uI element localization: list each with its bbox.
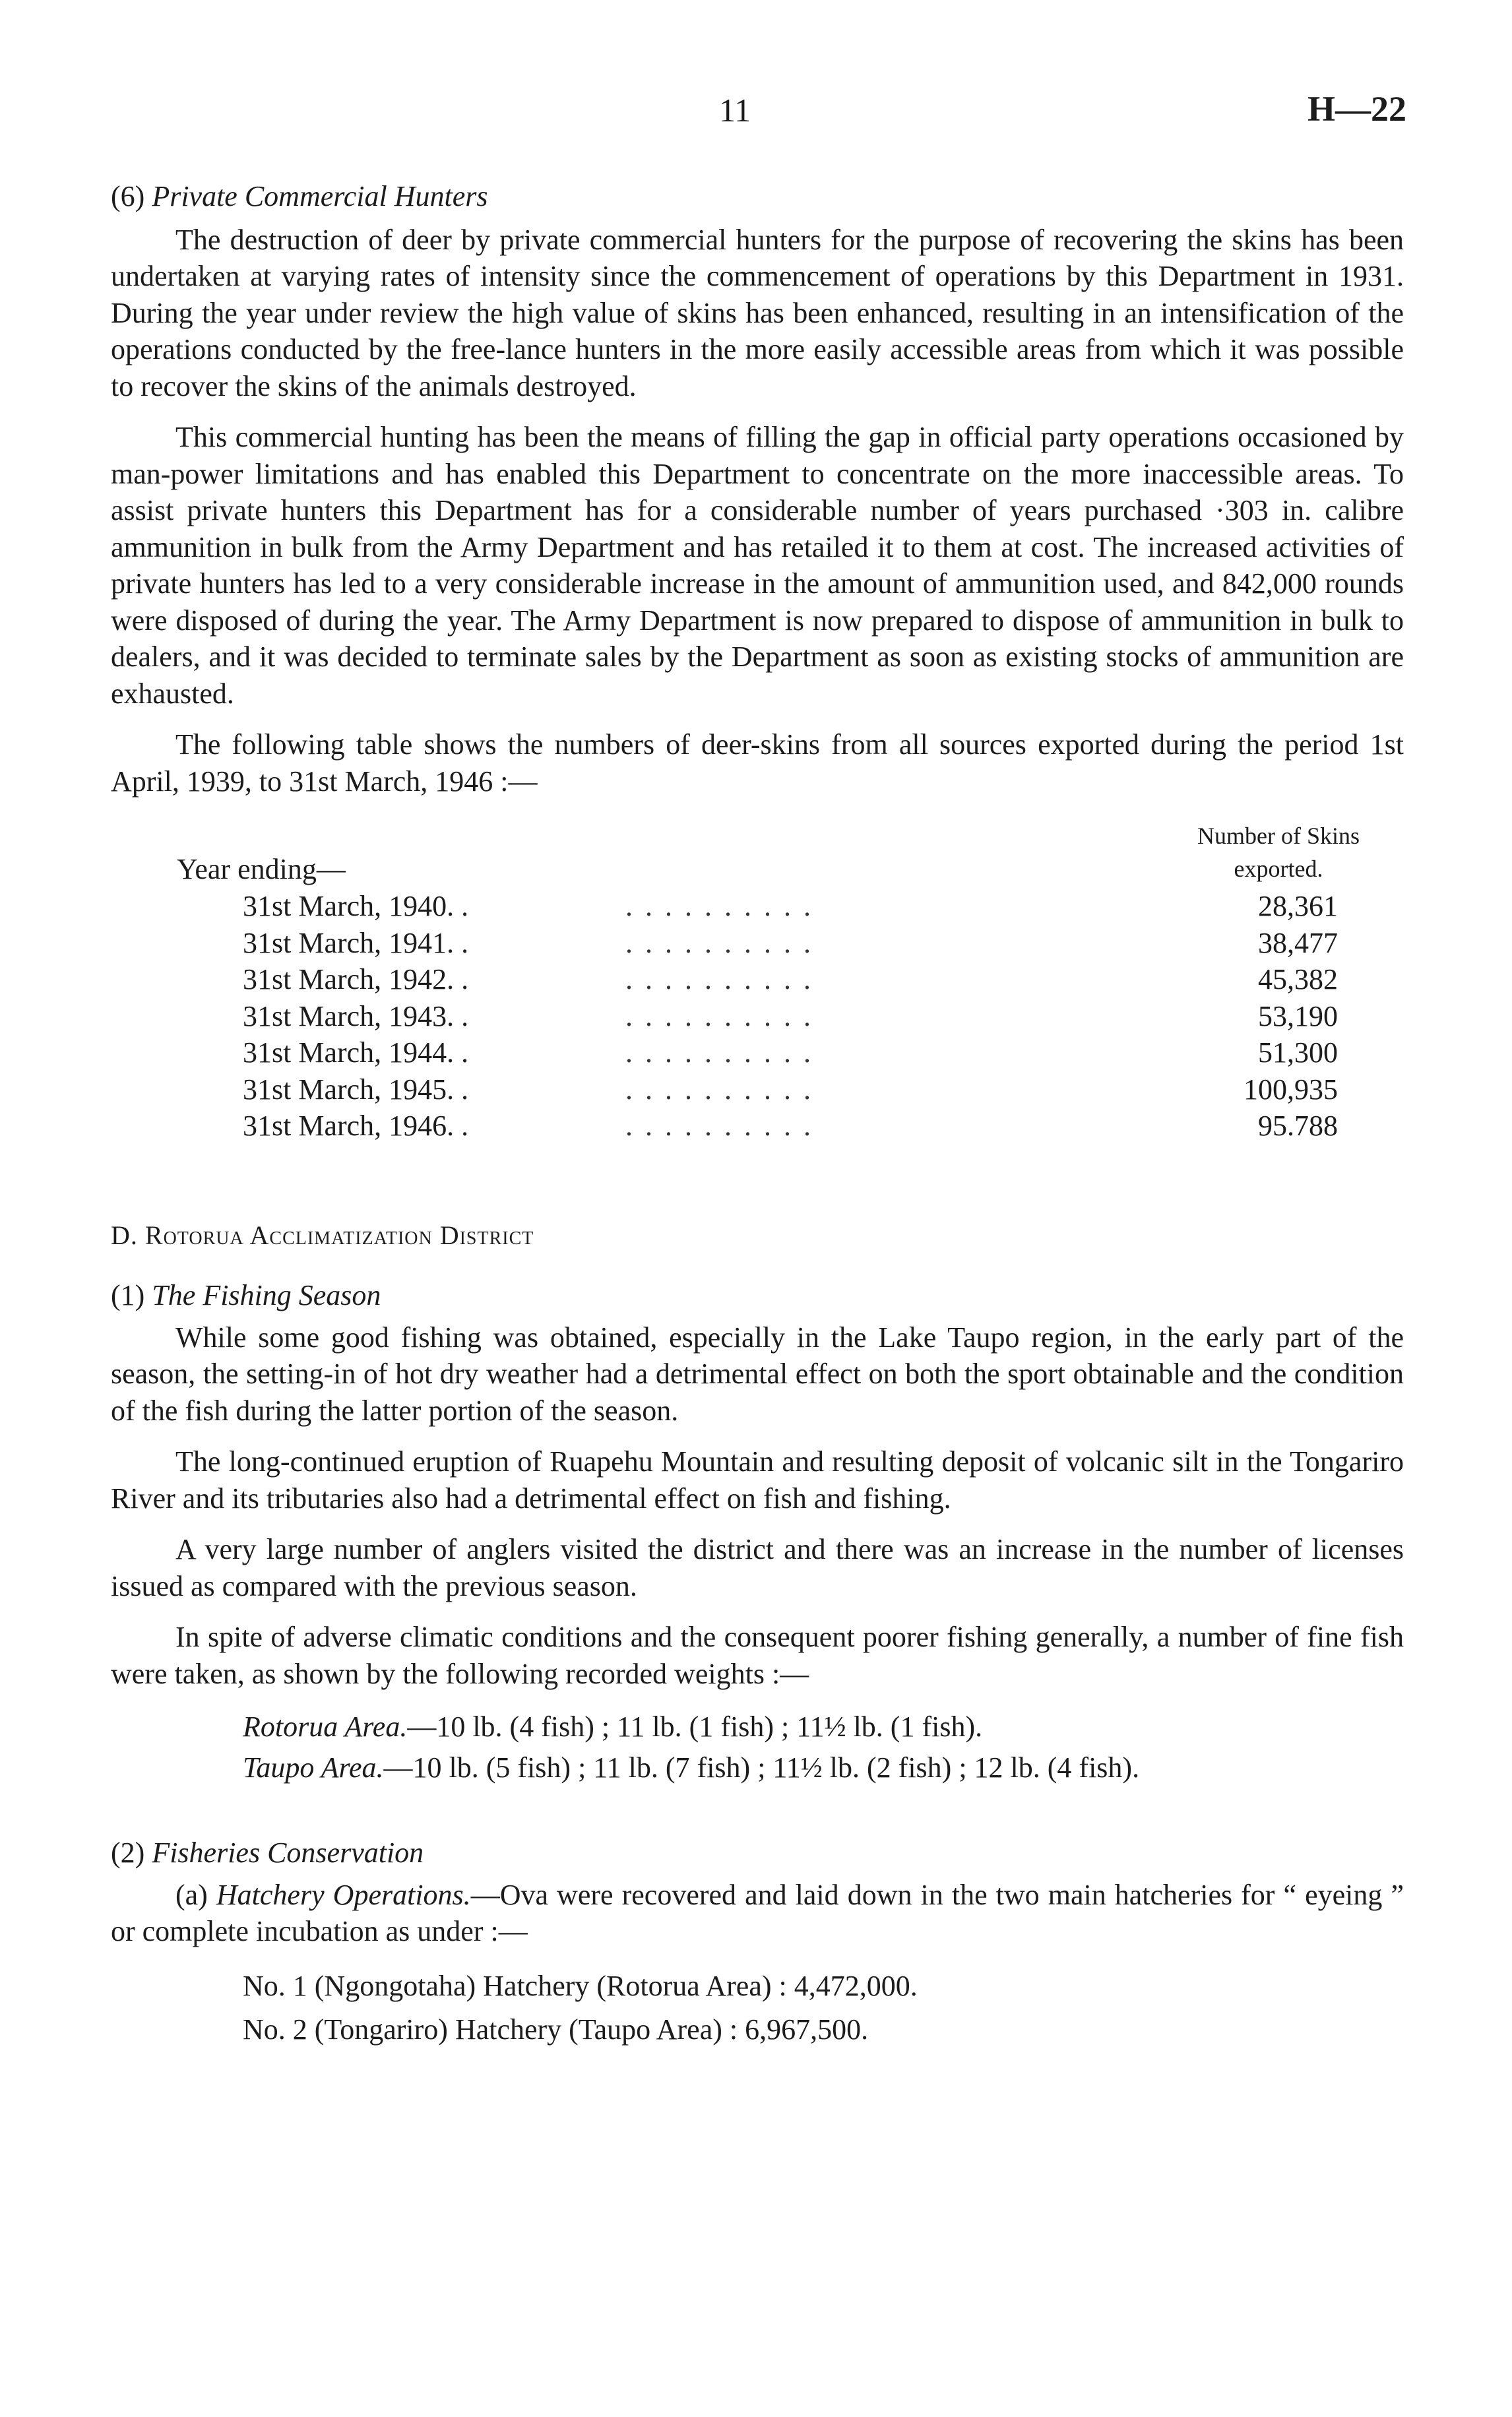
fishing-season-number: (1) (111, 1279, 145, 1311)
section-6-paragraph-2: This commercial hunting has been the means of filling the gap in official party operations occasioned by man-power limitations and has enabled this Department to concentrate on the more inaccessible areas. To assist private hunters this Department has for a considerable number of years purchased ·303 in. calibre ammunition in bulk from the Army Department and has retailed it to them at cost. The increased activities of private hunters has led to a very considerable increase in the amount of ammunition used, and 842,000 rounds were disposed of during the year. The Army Department is now prepared to dispose of ammunition in bulk to dealers, and it was decided to terminate sales by the Department as soon as existing stocks of ammunition are exhausted. (111, 421, 1404, 710)
row-count: 95.788 (1258, 1110, 1338, 1142)
fishing-paragraph-3: A very large number of anglers visited the district and there was an increase in the number of licenses issued as compared with the previous season. (111, 1533, 1404, 1602)
section-6-paragraph-1: The destruction of deer by private commercial hunters for the purpose of recovering the skins has been undertaken at varying rates of intensity since the commencement of operations by this Department in 1931. During the year under review the high value of skins has been enhanced, resulting in an intensification of the operations conducted by the free-lance hunters in the more easily accessible areas from which it was possible to recover the skins of the animals destroyed. (111, 223, 1404, 402)
section-d-heading (111, 1217, 1404, 1254)
row-year: 31st March, 1943. . (243, 999, 469, 1032)
table-row (111, 1108, 1404, 1145)
table-header (111, 814, 1404, 888)
rotorua-weights (243, 1707, 1404, 1747)
fisheries-conservation-title: Fisheries Conservation (152, 1836, 424, 1869)
row-count: 45,382 (1258, 963, 1338, 995)
section-d-title: Rotorua Acclimatization District (144, 1220, 534, 1250)
leader-dots: . . . . . . . . . . (625, 999, 813, 1032)
deer-skins-table (111, 814, 1404, 1145)
section-6-number: (6) (111, 180, 145, 212)
fishing-paragraph-4: In spite of adverse climatic conditions and the consequent poorer fishing generally, a number of fine fish were taken, as shown by the following recorded weights :— (111, 1621, 1404, 1690)
section-6-title: Private Commercial Hunters (152, 180, 488, 212)
hatchery-list (243, 1964, 1404, 2052)
section-d-letter: D. (111, 1220, 138, 1250)
table-row (111, 925, 1404, 962)
column-header-count (1153, 819, 1404, 885)
fishing-season-title: The Fishing Season (152, 1279, 381, 1311)
hatchery-2: No. 2 (Tongariro) Hatchery (Taupo Area) : 6,967,500. (243, 2013, 869, 2046)
hatchery-operations-paragraph (111, 1877, 1404, 1950)
row-year: 31st March, 1942. . (243, 963, 469, 995)
row-year: 31st March, 1940. . (243, 890, 469, 922)
leader-dots: . . . . . . . . . . (625, 890, 813, 922)
row-count: 100,935 (1244, 1073, 1338, 1106)
fisheries-conservation-number: (2) (111, 1836, 145, 1869)
section-6-heading (111, 178, 1404, 215)
leader-dots: . . . . . . . . . . (625, 963, 813, 995)
row-year: 31st March, 1946. . (243, 1110, 469, 1142)
row-count: 53,190 (1258, 999, 1338, 1032)
row-count: 28,361 (1258, 890, 1338, 922)
leader-dots: . . . . . . . . . . (625, 1110, 813, 1142)
hatchery-operations-text: —Ova were recovered and laid down in the two main hatcheries for “ eyeing ” or complete incubation as under :— (111, 1878, 1404, 1947)
hatchery-sub-label: (a) (175, 1878, 208, 1911)
taupo-area-label: Taupo Area. (243, 1751, 384, 1784)
row-count: 38,477 (1258, 926, 1338, 959)
hatchery-operations-title: Hatchery Operations. (216, 1878, 471, 1911)
page-number: 11 (719, 92, 751, 129)
row-count: 51,300 (1258, 1036, 1338, 1069)
taupo-weights-text: —10 lb. (5 fish) ; 11 lb. (7 fish) ; 11½ lb. (2 fish) ; 12 lb. (4 fish). (383, 1751, 1140, 1784)
leader-dots: . . . . . . . . . . (625, 1073, 813, 1106)
leader-dots: . . . . . . . . . . (625, 1036, 813, 1069)
table-row (111, 961, 1404, 998)
table-row (111, 888, 1404, 925)
column-header-count-line-1: Number of Skins (1197, 823, 1360, 849)
page-content (111, 178, 1404, 2052)
document-reference: H—22 (1307, 89, 1406, 129)
hatchery-1: No. 1 (Ngongotaha) Hatchery (Rotorua Area) : 4,472,000. (243, 1969, 918, 2002)
rotorua-weights-text: —10 lb. (4 fish) ; 11 lb. (1 fish) ; 11½ lb. (1 fish). (407, 1711, 983, 1743)
column-header-count-line-2: exported. (1234, 856, 1323, 882)
table-row (111, 998, 1404, 1035)
column-header-year: Year ending— (177, 853, 346, 885)
rotorua-area-label: Rotorua Area. (243, 1711, 408, 1743)
fishing-season-heading (111, 1277, 1404, 1314)
table-row (111, 1071, 1404, 1108)
row-year: 31st March, 1944. . (243, 1036, 469, 1069)
row-year: 31st March, 1941. . (243, 926, 469, 959)
taupo-weights (243, 1747, 1404, 1788)
fishing-paragraph-1: While some good fishing was obtained, especially in the Lake Taupo region, in the early part of the season, the setting-in of hot dry weather had a detrimental effect on both the sport obtainable and the condition of the fish during the latter portion of the season. (111, 1321, 1404, 1427)
recorded-weights (243, 1707, 1404, 1788)
section-6-paragraph-3: The following table shows the numbers of deer-skins from all sources exported during the period 1st April, 1939, to 31st March, 1946 :— (111, 728, 1404, 798)
leader-dots: . . . . . . . . . . (625, 926, 813, 959)
row-year: 31st March, 1945. . (243, 1073, 469, 1106)
fisheries-conservation-heading (111, 1835, 1404, 1871)
fishing-paragraph-2: The long-continued eruption of Ruapehu Mountain and resulting deposit of volcanic silt in the Tongariro River and its tributaries also had a detrimental effect on fish and fishing. (111, 1445, 1404, 1515)
table-row (111, 1034, 1404, 1071)
